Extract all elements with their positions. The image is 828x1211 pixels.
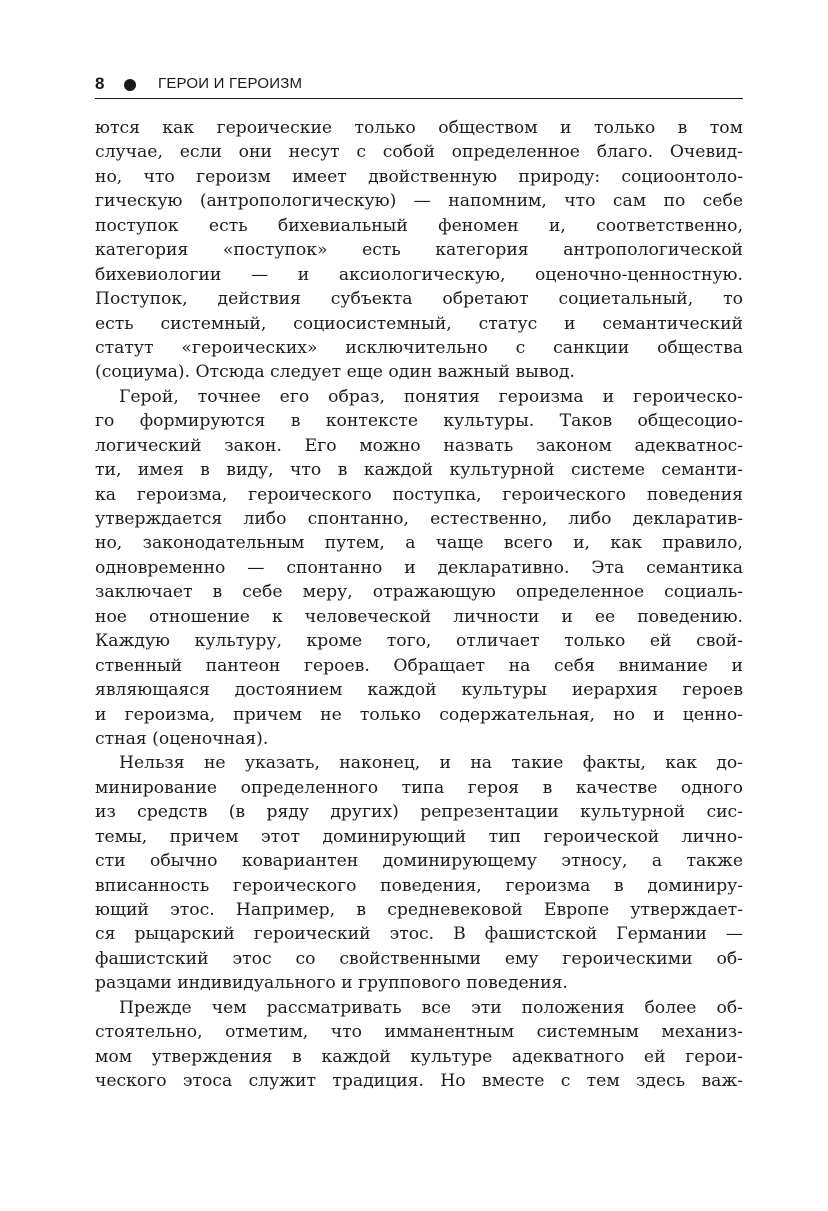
text-line: Нельзя не указать, наконец, и на такие факты, как до- [119,753,743,774]
text-line: и героизма, причем не только содержательная, но и ценно- [95,704,743,725]
page-number: 8 [95,74,105,93]
paragraph [95,116,743,385]
text-line: мом утверждения в каждой культуре адекватного ей герои- [95,1046,743,1067]
text-line: ственный пантеон героев. Обращает на себя внимание и [95,655,743,676]
text-line: из средств (в ряду других) репрезентации культурной сис- [95,802,743,823]
text-line: логический закон. Его можно назвать законом адекватнос- [95,435,743,456]
text-line: категория «поступок» есть категория антропологической [95,240,743,261]
bullet-dot-icon [124,79,136,91]
text-line: гическую (антропологическую) — напомним, что сам по себе [95,191,743,212]
text-line: заключает в себе меру, отражающую определенное социаль- [95,582,743,603]
text-line: но, что героизм имеет двойственную природу: социоонтоло- [95,166,743,187]
text-line: есть системный, социосистемный, статус и семантический [95,313,743,334]
text-line: (социума). Отсюда следует еще один важный вывод. [95,362,575,383]
text-line: разцами индивидуального и группового поведения. [95,973,568,994]
running-title: ГЕРОИ И ГЕРОИЗМ [158,75,303,92]
paragraph [95,751,743,995]
text-line: ное отношение к человеческой личности и ее поведению. [95,606,743,627]
text-line: ти, имея в виду, что в каждой культурной системе семанти- [95,460,743,481]
text-line: вписанность героического поведения, героизма в доминиру- [95,875,743,896]
text-line: поступок есть бихевиальный феномен и, соответственно, [95,215,743,236]
text-line: го формируются в контексте культуры. Таков общесоцио- [95,411,743,432]
text-line: темы, причем этот доминирующий тип героической лично- [95,826,743,847]
text-line: сти обычно ковариантен доминирующему этносу, а также [95,851,743,872]
text-line: ческого этоса служит традиция. Но вместе с тем здесь важ- [95,1071,743,1092]
text-line: фашистский этос со свойственными ему героическими об- [95,948,743,969]
text-line: ся рыцарский героический этос. В фашистской Германии — [95,924,743,945]
paragraph [95,385,743,752]
text-line: стная (оценочная). [95,728,269,749]
text-line: ются как героические только обществом и только в том [95,118,743,138]
paragraph [95,996,743,1094]
text-line: бихевиологии — и аксиологическую, оценочно-ценностную. [95,264,743,285]
text-line: одновременно — спонтанно и декларативно. Эта семантика [95,557,743,578]
body-text [95,116,743,1094]
text-line: случае, если они несут с собой определенное благо. Очевид- [95,142,743,163]
text-line: стоятельно, отметим, что имманентным системным механиз- [95,1022,743,1043]
text-line: Прежде чем рассматривать все эти положения более об- [119,997,743,1018]
text-line: являющаяся достоянием каждой культуры иерархия героев [95,680,743,701]
text-line: минирование определенного типа героя в качестве одного [95,777,743,798]
text-line: Герой, точнее его образ, понятия героизма и героическо- [119,386,743,407]
text-line: ка героизма, героического поступка, героического поведения [95,484,743,505]
text-line: статут «героических» исключительно с санкции общества [95,337,743,358]
page-header [95,72,743,99]
text-line: ющий этос. Например, в средневековой Европе утверждает- [95,900,743,920]
text-line: Каждую культуру, кроме того, отличает только ей свой- [95,631,743,652]
text-line: утверждается либо спонтанно, естественно, либо декларатив- [95,509,743,529]
text-line: но, законодательным путем, а чаще всего и, как правило, [95,533,743,554]
text-line: Поступок, действия субъекта обретают социетальный, то [95,289,743,310]
